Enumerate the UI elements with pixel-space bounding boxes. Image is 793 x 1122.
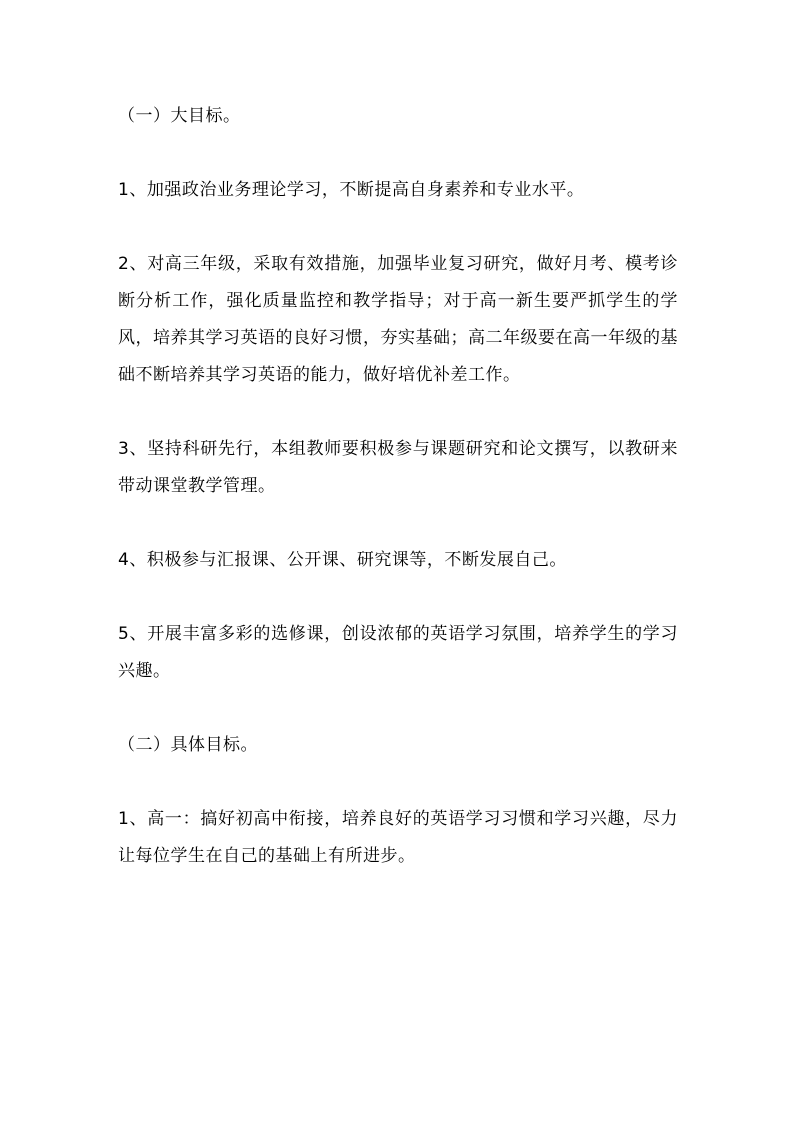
specific-goal-item-1: 1、高一：搞好初高中衔接，培养良好的英语学习习惯和学习兴趣，尽力让每位学生在自己的基础上有所进步。 xyxy=(118,809,678,866)
goal-item-3: 3、坚持科研先行，本组教师要积极参与课题研究和论文撰写，以教研来带动课堂教学管理。 xyxy=(118,439,678,496)
goal-item-4: 4、积极参与汇报课、公开课、研究课等，不断发展自己。 xyxy=(118,550,567,570)
document-body xyxy=(118,98,678,875)
section-heading-1: （一）大目标。 xyxy=(118,106,241,126)
section-heading-2: （二）具体目标。 xyxy=(118,735,258,755)
goal-item-2: 2、对高三年级，采取有效措施，加强毕业复习研究，做好月考、模考诊断分析工作，强化质量监控和教学指导；对于高一新生要严抓学生的学风，培养其学习英语的良好习惯，夯实基础；高二年级要在高一年级的基础不断培养其学习英语的能力，做好培优补差工作。 xyxy=(118,254,678,385)
goal-item-5: 5、开展丰富多彩的选修课，创设浓郁的英语学习氛围，培养学生的学习兴趣。 xyxy=(118,624,678,681)
goal-item-1: 1、加强政治业务理论学习，不断提高自身素养和专业水平。 xyxy=(118,180,585,200)
